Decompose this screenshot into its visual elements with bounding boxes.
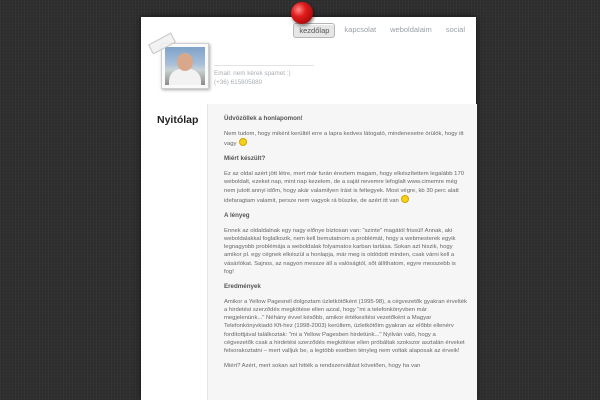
last-paragraph: Miért? Azért, mert sokan azt hitték a rendszerváltást követően, hogy ha van (224, 363, 421, 370)
main-nav (293, 23, 470, 38)
why-paragraph: Ez az oldal azért jött létre, mert már furán éreztem magam, hogy elkészítettem legalább 170 weboldalt, ezeket nap, mint nap kezelem, de a saját nevemre lefoglalt www.cimemre még nem jutott annyi időm, hogy akár valamilyen írást is feltegyek. Most végre, kb 30 perc alatt idefaragtam valamit, persze nem vagyok rá büszke, de azért itt van (224, 171, 464, 204)
phone-text: (+36) 615805880 (214, 79, 263, 86)
nav-item-contact[interactable]: kapcsolat (344, 25, 377, 34)
smiley-icon (401, 195, 409, 203)
avatar (165, 47, 205, 85)
section-heading-results: Eredmények (224, 282, 261, 290)
nav-item-social[interactable]: social (445, 25, 465, 34)
point-paragraph: Ennek az oldaldalnak egy nagy előnye biztosan van: "szinte" magától frissül! Annak, aki weboldalakkal foglalkozik, nem kell bemutatnom a problémát, hogy a webmesterek egyik legnagyobb problémája a weboldalak folyamatos karban tartása. Sokan azt hiszik, hogy amikor pl. egy cégnek elkészül a honlapja, már meg is oldódott minden, csak várni kell a vásárlókat. Sajnos, az nagyon messze áll a valóságtól, sőt állíthatom, egyre messzebb is fog! (224, 227, 456, 275)
nav-item-home[interactable]: kezdőlap (293, 23, 335, 38)
main-content (207, 104, 477, 400)
page-paper (141, 17, 476, 400)
page-title: Nyitólap (157, 114, 199, 126)
contact-info (214, 69, 291, 87)
intro-paragraph: Nem tudom, hogy miként kerültél erre a lapra kedves látogató, mindenesetre örülök, hogy itt vagy (224, 131, 464, 148)
profile-photo (161, 43, 209, 89)
results-paragraph: Amikor a Yellow Pagesnél dolgoztam üzletkötőként (1995-98), a cégvezetők gyakran érvelték a hirdetési szerződés megkötése ellen azzal, hogy "mi a telefonkönyvben már megjelenünk..." Néhány évvel később, amikor értékesítési vezetőként a Magyar Telefonkönyvkiadó Kft-hez (1998-2003) kerültem, üzletkötőim gyakran az előbbi ellenérv fordítottjával találkoztak: "mi a Yellow Pagesben hirdetünk..." Nyilván való, hogy a cégvezetők csak a hirdetési szerződés megkötése ellen próbáltak szokszor asztalán érveket felsorakoztatni – mert valljuk be, a legtöbb esetben tényleg nem voltak alaposak az érveik! (224, 298, 467, 355)
greeting-heading: Üdvözöllek a honlapomon! (224, 115, 303, 122)
nav-item-websites[interactable]: weboldalaim (390, 25, 432, 34)
section-heading-point: A lényeg (224, 211, 250, 219)
smiley-icon (239, 138, 247, 146)
site-header (141, 17, 476, 104)
divider (214, 65, 314, 66)
email-text: Email: nem kérek spamet :) (214, 70, 291, 77)
section-heading-why: Miért készült? (224, 155, 266, 163)
pushpin-icon (291, 2, 313, 24)
sidebar (141, 104, 205, 400)
